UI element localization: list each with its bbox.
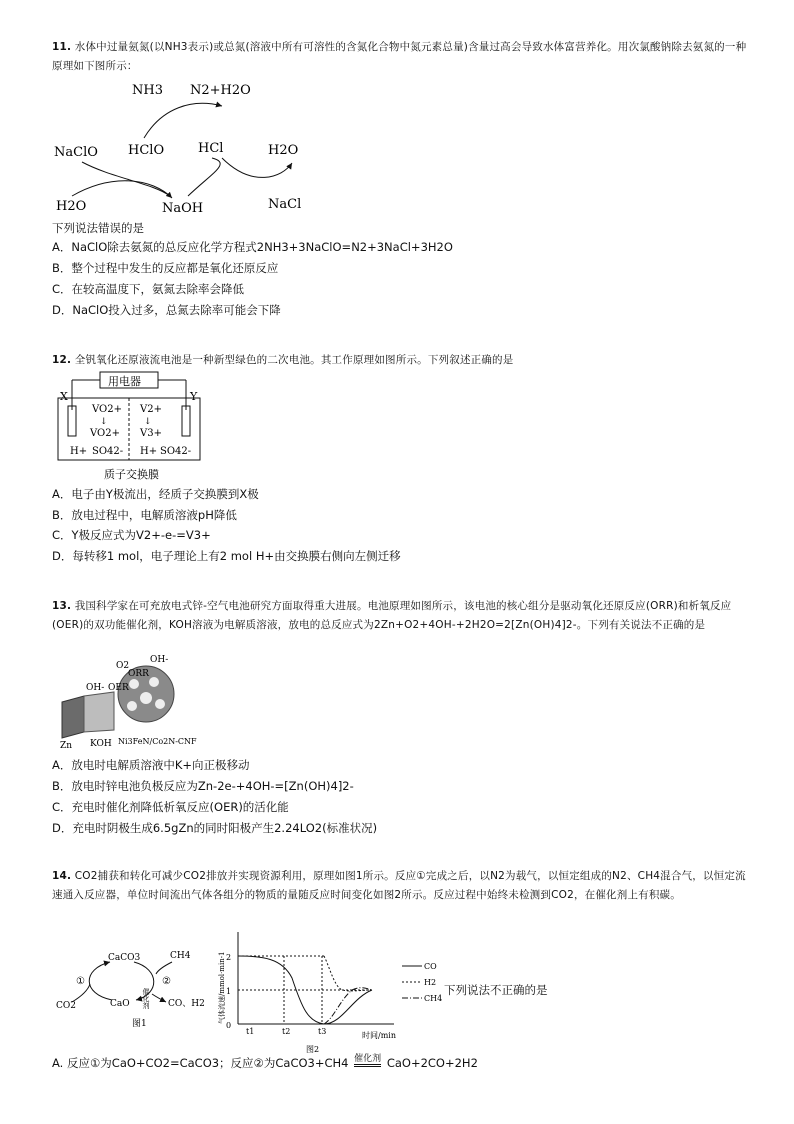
q13-stem	[52, 597, 752, 635]
q14-ytick-0: 0	[226, 1021, 232, 1030]
q11-option-b: B．整个过程中发生的反应都是氧化还原反应	[52, 261, 279, 275]
q11-fig-h2o-top: H2O	[268, 143, 299, 158]
q12-option-b: B．放电过程中，电解质溶液pH降低	[52, 508, 237, 522]
q12-device-label: 用电器	[108, 375, 141, 388]
q13-zn-plate	[62, 696, 84, 738]
q12-number: 12.	[52, 354, 72, 366]
q12-y-label: Y	[190, 390, 198, 403]
q12-v3plus: V3+	[140, 428, 162, 439]
q11-fig-h2o-bottom: H2O	[56, 199, 87, 214]
q13-oh-top-label: OH-	[150, 655, 169, 665]
q14-f1-cao: CaO	[110, 999, 130, 1009]
q14-f1-caco3: CaCO3	[108, 953, 141, 963]
q13-oer-label: OER	[108, 683, 129, 693]
q14-f1-cat: 催化剂	[142, 988, 150, 1009]
q14-option-a-left: A. 反应①为CaO+CO2=CaCO3；反应②为CaCO3+CH4	[52, 1056, 349, 1070]
q12-figure	[56, 370, 206, 486]
q14-legend-ch4: CH4	[424, 994, 443, 1003]
q14-f1-ch4: CH4	[170, 951, 191, 961]
q14-xtick-t2: t2	[282, 1027, 291, 1036]
q12-vo2plus2: VO2+	[90, 428, 120, 439]
q13-option-a: A．放电时电解质溶液中K+向正极移动	[52, 758, 250, 772]
q14-f1-r1: ①	[76, 976, 85, 987]
q11-fig-naclo: NaClO	[54, 145, 98, 160]
q12-stem	[52, 351, 752, 370]
q13-orr-label: ORR	[128, 669, 149, 679]
q12-option-d: D．每转移1 mol，电子理论上有2 mol H+由交换膜右侧向左侧迁移	[52, 549, 401, 563]
q11-fig-n2h2o: N2+H2O	[190, 83, 251, 98]
q14-figure1	[52, 944, 212, 1030]
q14-f1-caption: 图1	[132, 1019, 147, 1029]
q12-electrode-right	[182, 406, 190, 436]
q12-membrane-label: 质子交换膜	[104, 468, 159, 481]
q12-hplus-right: H+	[140, 446, 158, 457]
q11-fig-naoh: NaOH	[162, 201, 204, 216]
q13-option-b: B．放电时锌电池负极反应为Zn-2e-+4OH-=[Zn(OH)4]2-	[52, 779, 354, 793]
q14-stem	[52, 867, 752, 905]
q14-chart-ylabel: 气体流速/mmol·min-1	[218, 951, 226, 1024]
q11-fig-nh3: NH3	[132, 83, 163, 98]
q14-ytick-1: 1	[226, 987, 232, 996]
q12-hplus-left: H+	[70, 446, 88, 457]
q14-number: 14.	[52, 870, 72, 882]
q11-number: 11.	[52, 41, 72, 53]
q12-option-c: C．Y极反应式为V2+-e-=V3+	[52, 528, 211, 542]
q13-zn-label: Zn	[60, 741, 73, 751]
q13-option-c: C．充电时催化剂降低析氧反应(OER)的活化能	[52, 800, 289, 814]
q11-option-d: D．NaClO投入过多，总氮去除率可能会下降	[52, 303, 281, 317]
q12-v2plus: V2+	[140, 404, 162, 415]
q14-option-a-right: CaO+2CO+2H2	[386, 1056, 478, 1070]
q12-x-label: X	[60, 390, 68, 403]
q11-fig-hcl: HCl	[198, 141, 224, 156]
q12-option-a: A．电子由Y极流出，经质子交换膜到X极	[52, 487, 259, 501]
q11-fig-hclo: HClO	[128, 143, 165, 158]
q11-arrow-top	[144, 103, 222, 138]
q11-arrow-naoh	[188, 158, 220, 196]
q13-koh-label: KOH	[90, 739, 112, 749]
q11-arrow-left-top	[82, 162, 170, 196]
q14-series-ch4	[324, 988, 372, 1024]
q11-lead: 下列说法错误的是	[52, 221, 144, 235]
q11-option-c: C．在较高温度下，氨氮去除率会降低	[52, 282, 245, 296]
q14-xtick-t3: t3	[318, 1027, 327, 1036]
svg-text:↓: ↓	[144, 417, 152, 427]
q12-so4-left: SO42-	[92, 446, 124, 457]
q14-f1-co2: CO2	[56, 1001, 76, 1011]
q14-option-a	[52, 1054, 478, 1072]
q13-option-d: D．充电时阴极生成6.5gZn的同时阳极产生2.24LO2(标准状况)	[52, 821, 378, 835]
q14-legend-h2: H2	[424, 978, 437, 987]
q14-f1-r2: ②	[162, 976, 171, 987]
q14-legend-co: CO	[424, 962, 437, 971]
q11-stem	[52, 38, 752, 76]
q13-figure	[54, 652, 204, 752]
q13-o2-label: O2	[116, 661, 130, 671]
q14-option-a-cond: 催化剂	[354, 1054, 381, 1067]
q11-arrow-right	[222, 158, 292, 177]
q14-stem-text: CO2捕获和转化可减少CO2排放并实现资源利用，原理如图1所示。反应①完成之后，以N2为载气，以恒定组成的N2、CH4混合气，以恒定流速通入反应器，单位时间流出气体各组分的物质的量随反应时间变化如图2所示。反应过程中始终未检测到CO2，在催化剂上有积碳。	[52, 870, 746, 901]
q14-f1-co-h2: CO、H2	[168, 999, 205, 1009]
q13-oh-left-label: OH-	[86, 683, 105, 693]
q14-chart-xlabel: 时间/min	[362, 1031, 396, 1040]
q12-vo2plus: VO2+	[92, 404, 122, 415]
q14-chart-plot	[238, 932, 394, 1024]
q13-container	[84, 692, 114, 732]
q14-series-h2	[324, 956, 372, 991]
q12-electrode-left	[68, 406, 76, 436]
q11-option-a: A．NaClO除去氨氮的总反应化学方程式2NH3+3NaClO=N2+3NaCl+3H2O	[52, 240, 453, 254]
q14-figure2	[212, 928, 452, 1068]
q14-f1-arrow-left	[89, 962, 112, 1000]
q13-catalyst-label: Ni3FeN/Co2N-CNF	[118, 737, 197, 746]
q14-ytick-2: 2	[226, 953, 232, 962]
q11-figure	[52, 78, 332, 218]
q11-stem-text: 水体中过量氨氮(以NH3表示)或总氮(溶液中所有可溶性的含氮化合物中氮元素总量)含量过高会导致水体富营养化。用次氯酸钠除去氨氮的一种原理如下图所示：	[52, 41, 747, 72]
q14-chart-caption: 图2	[306, 1045, 320, 1054]
q14-lead: 下列说法不正确的是	[444, 983, 548, 997]
q13-number: 13.	[52, 600, 72, 612]
svg-text:↓: ↓	[100, 417, 108, 427]
q12-stem-text: 全钒氧化还原液流电池是一种新型绿色的二次电池。其工作原理如图所示。下列叙述正确的是	[74, 354, 514, 366]
q11-fig-nacl: NaCl	[268, 197, 302, 212]
q13-stem-text: 我国科学家在可充放电式锌-空气电池研究方面取得重大进展。电池原理如图所示，该电池的核心组分是驱动氧化还原反应(ORR)和析氧反应(OER)的双功能催化剂，KOH溶液为电解质溶液，放电的总反应式为2Zn+O2+4OH-+2H2O=2[Zn(OH)4]2-。下列有关说法不正确的是	[52, 600, 732, 631]
q14-xtick-t1: t1	[246, 1027, 255, 1036]
q12-so4-right: SO42-	[160, 446, 192, 457]
